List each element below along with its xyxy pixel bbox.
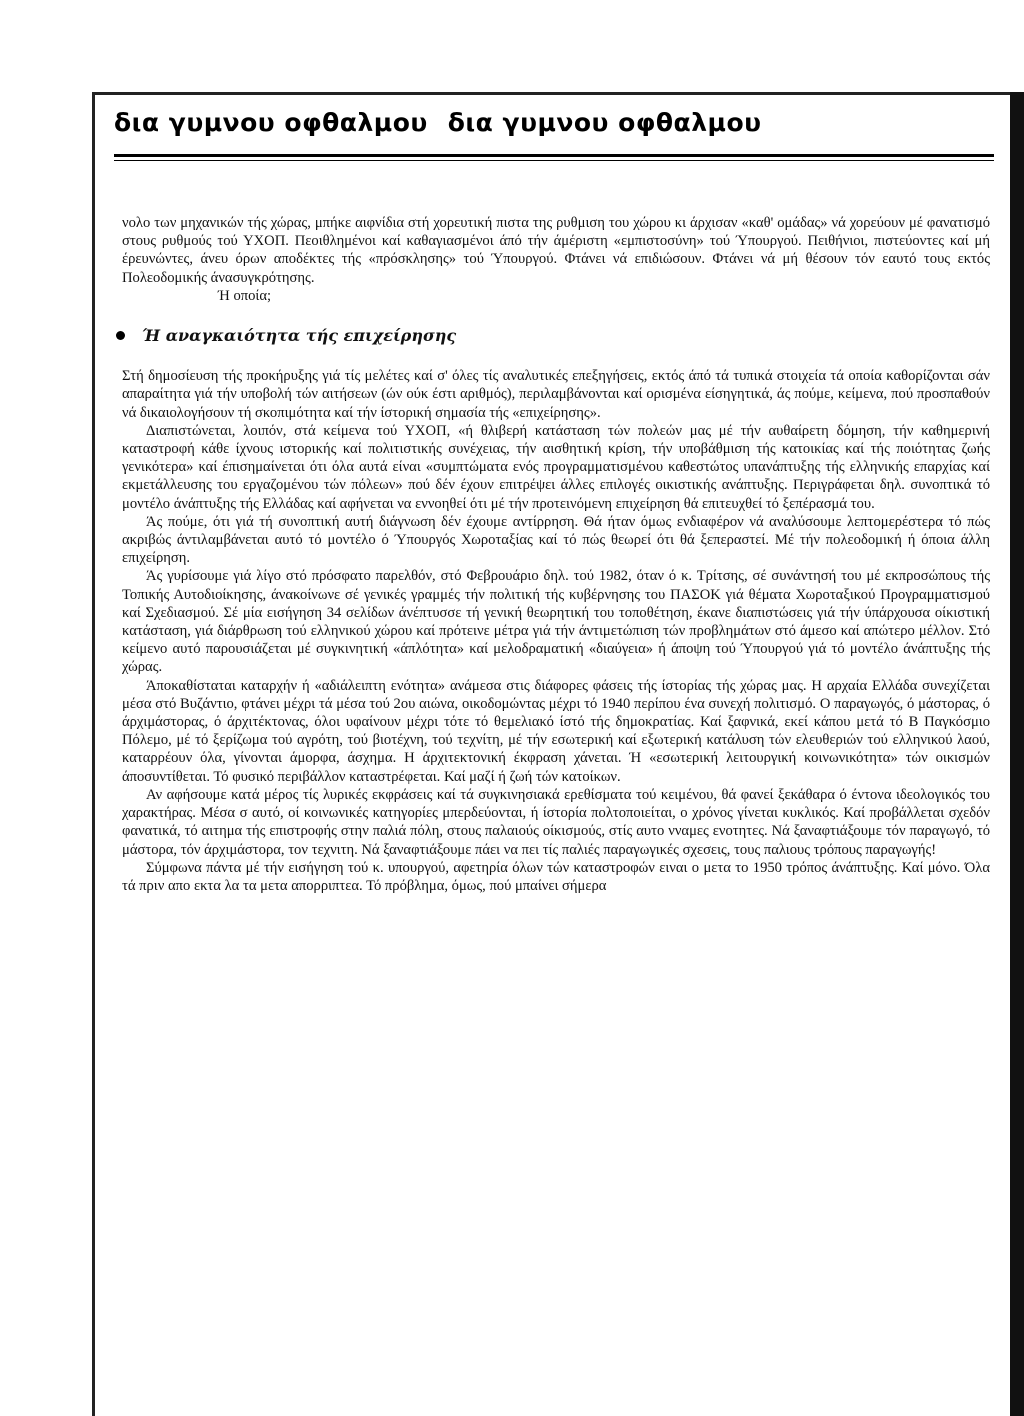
- body-paragraph-1: Στή δημοσίευση τής προκήρυξης γιά τίς μελέτες καί σ' όλες τίς αναλυτικές επεξηγήσεις, εκτός άπό τά τυπικά στοιχεία τά οποία καθορίζονται σάν απαραίτητα γιά τήν υποβολή τών αιτήσεων (ών ούκ έστι αριθμός), περιλαμβάνονται καί ορισμένα είσηγητικά, άς πούμε, κείμενα, πού προσπαθούν νά δικαιολογήσουν τή σκοπιμότητα καί τήν ίστορική σημασία τής «επιχείρησης».: [122, 368, 990, 421]
- body-paragraph-7: Σύμφωνα πάντα μέ τήν εισήγηση τού κ. υπουργού, αφετηρία όλων τών καταστροφών ειναι ο μετα το 1950 τρόπος άνάπτυξης. Καί μόνο. Όλα τά πριν απο εκτα λα τα μετα απορριπτεα. Τό πρόβλημα, όμως, πού μπαίνει σήμερα: [122, 859, 990, 894]
- article-body: [122, 214, 990, 895]
- body-paragraph-3: Άς πούμε, ότι γιά τή συνοπτική αυτή διάγνωση δέν έχουμε αντίρρηση. Θά ήταν όμως ενδιαφέρον νά αναλύσουμε λεπτομερέστερα τό πώς ακριβώς άντιλαμβάνεται αυτό τό μοντέλο ό Ύπουργός Χωροταξίας καί τό πώς θεωρεί ότι θά ξεπεραστεί. Μέ τήν πολεοδομική ή όποια άλλη επιχείρηση.: [122, 513, 990, 567]
- body-paragraph-6: Αν αφήσουμε κατά μέρος τίς λυρικές εκφράσεις καί τά συγκινησιακά ερεθίσματα τού κειμένου, θά φανεί ξεκάθαρα ό έντονα ιδεολογικός του χαρακτήρας. Μέσα σ αυτό, οί κοινωνικές κατηγορίες μπερδεύονται, ή ίστορία πολτοποιείται, ο χρόνος γίνεται κυκλικός. Καί προβάλλεται σχεδόν φανατικά, τό αιτημα τής επιστροφής στην παλιά πόλη, στους παλαιούς οίκισμούς, στίς αυτο νναμες ενοτητες. Νά ξαναφτιάξουμε τόν παραγωγό, τό μάστορα, τόν άρχιμάστορα, τον τεχνιτη. Νά ξαναφτιάξουμε πάει να πει τίς παλιές παραγωγικές σχεσεις, τους παλιους τρόπους παραγωγής!: [122, 786, 990, 858]
- bullet-icon: [116, 331, 125, 340]
- intro-question: Ή οποία;: [218, 287, 272, 304]
- intro-paragraph: νολο των μηχανικών τής χώρας, μπήκε αιφνίδια στή χορευτική πιστα της ρυθμιση του χώρου κι άρχισαν «καθ' ομάδας» νά χορεύουν μέ φανατισμό στους ρυθμούς τού ΥΧΟΠ. Πεοιθλημένοι καί καθαγιασμένοι άπό τήν άμέριστη «εμπιστοσύνη» τού Ύπουργού. Πειθήνιοι, πιστεύοντες καί μή έρευνώντες, άνευ όρων αποδέκτες τής «πρόσκλησης» τού Ύπουργού. Φτάνει νά επιδιώσουν. Φτάνει νά μή θέσουν τόν εαυτό τους εκτός Πολεοδομικής άνασυγκρότησης.: [122, 215, 990, 286]
- frame-right-border: [1010, 92, 1024, 1416]
- header-title-left: δια γυμνου οφθαλμου: [114, 108, 428, 137]
- body-paragraph-5: Άποκαθίσταται καταρχήν ή «αδιάλειπτη ενότητα» ανάμεσα στις διάφορες φάσεις τής ίστορίας τής χώρας μας. Η αρχαία Ελλάδα συνεχίζεται μέσα στό Βυζάντιο, φτάνει μέχρι τά μέσα τού 2ου αιώνα, οικοδομώντας μέχρι τό 1940 περίπου ένα συνεχή πολιτισμό. Ο παραγωγός, ό μάστορας, ό άρχιμάστορας, ό άρχιτέκτονας, όλοι υφαίνουν μέχρι τότε τό θεμελιακό ίστό τής δημοκρατίας. Καί ξαφνικά, εκεί κάπου μετά τό Β Παγκόσμιο Πόλεμο, μέ τό ξερίζωμα τού αγρότη, τού βιοτέχνη, τού τεχνίτη, μέ τήν εσωτερική καί εξωτερική κατάλυση τών ελευθεριών τού ελληνικού λαού, καταρρέουν όλα, γίνονται άμορφα, άσχημα. Η άρχιτεκτονική έκφραση χάνεται. Ή «εσωτερική λειτουργική κοινωνικότητα» τών οικισμών άποσυντίθεται. Τό φυσικό περιβάλλον καταστρέφεται. Καί μαζί ή ζωή τών κατοίκων.: [122, 677, 990, 785]
- header-title-right: δια γυμνου οφθαλμου: [447, 108, 762, 137]
- body-paragraph-2: Διαπιστώνεται, λοιπόν, στά κείμενα τού ΥΧΟΠ, «ή θλιβερή κατάσταση τών πολεών μας μέ τήν αυθαίρετη δόμηση, τήν καθημερινή καταστροφή κάθε ίχνους ιστορικής καί πολιτιστικής συνέχειας, τήν αισθητική κρίση, τήν υποβάθμιση τής κατοικίας καί τής ποιότητας ζωής γενικότερα» καί έπισημαίνεται ότι όλα αυτά είναι «συμπτώματα ενός προγραμματισμένου καθεστώτος υπανάπτυξης τής ελληνικής επαρχίας καί εκμετάλλευσης του εργαζομένου τών πόλεων» πού δέν έχουν επιτρέψει άλλες επιλογές οικιστικής ανάπτυξης. Περιγράφεται δηλ. συνοπτικά τό μοντέλο άνάπτυξης τής Ελλάδας καί αφήνεται να εννοηθεί ότι μέ τήν προτεινόμενη επιχείρηση θά επιτευχθεί τό ξεπέρασμά του.: [122, 422, 990, 512]
- body-paragraph-4: Άς γυρίσουμε γιά λίγο στό πρόσφατο παρελθόν, στό Φεβρουάριο δηλ. τού 1982, όταν ό κ. Τρίτσης, σέ συνάντησή του μέ εκπροσώπους τής Τοπικής Αυτοδιοίκησης, άνακοίνωνε σέ γενικές γραμμές τήν πολιτική τής κυβέρνησης του ΠΑΣΟΚ γιά θέματα Χωροταξικού Προγραμματισμού καί Σχεδιασμού. Σέ μία εισήγηση 34 σελίδων άνέπτυσσε τή γενική θεωρητική του τοποθέτηση, έκανε διαπιστώσεις γιά τήν ύπάρχουσα οίκιστική κατάσταση, γιά διάρθρωση τού ελληνικού χώρου καί πρότεινε μέτρα γιά τήν άντιμετώπιση τών προβλημάτων στό άμεσο καί απώτερο μέλλον. Στό κείμενο αυτό παρουσιάζεται μέ συγκινητική «άπλότητα» καί μελοδραματική «διαύγεια» ή άποψη τού Ύπουργού γιά τό μοντέλο άνάπτυξης τής χώρας.: [122, 568, 990, 676]
- frame-left-border: [92, 92, 95, 1416]
- header-rule-thick: [114, 154, 994, 157]
- section-title: Ή αναγκαιότητα τής επιχείρησης: [142, 326, 457, 346]
- header-rule-thin: [114, 160, 994, 161]
- page-header: [114, 108, 994, 148]
- frame-top-border: [92, 92, 1024, 95]
- section-heading: [122, 327, 990, 345]
